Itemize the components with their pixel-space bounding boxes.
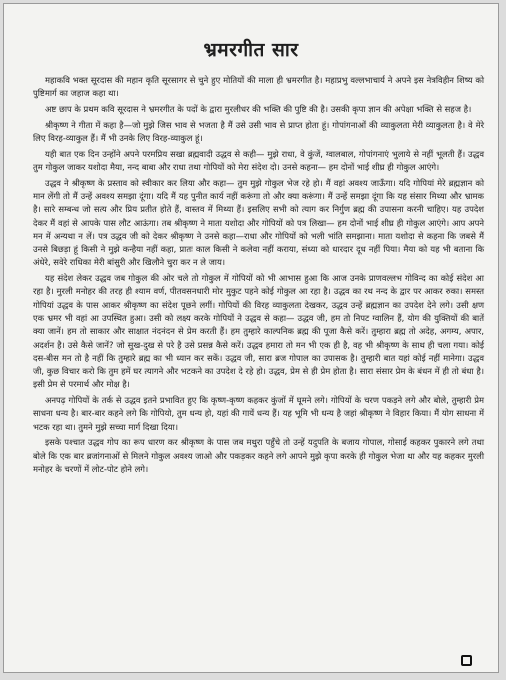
paragraph: यही बात एक दिन उन्होंने अपने परमप्रिय सखा ब्रह्मवादी उद्धव से कही— मुझे राधा, वे कुंजें, ग्वालबाल, गोपांगनाएं भुलाये से नहीं भूलती हैं। उद्धव तुम गोकुल जाकर यशोदा मैया, नन्द बाबा और राधा तथा गोपियों को मेरा संदेश दो। उनसे कहना— हम दोनों भाई शीघ्र ही गोकुल आएंगे।: [33, 148, 484, 172]
paragraph: इसके पश्चात उद्धव गोप का रूप धारण कर श्रीकृष्ण के पास जब मथुरा पहुँचे तो उन्हें यदुपति के बजाय गोपाल, गोसाईं कहकर पुकारने लगे तथा बोले कि एक बार ब्रजांगनाओं से मिलने गोकुल अवश्य जाओ और पकड़कर कहने लगे आपने मुझे कृपा करके ही गोकुल भेजा था और यह कहकर मुरली मनोहर के चरणों में लोट-पोट होने लगे।: [33, 437, 484, 475]
paragraph: यह संदेश लेकर उद्धव जब गोकुल की ओर चले तो गोकुल में गोपियों को भी आभास हुआ कि आज उनके प्राणवल्लभ गोविन्द का कोई संदेश आ रहा है। मुरली मनोहर की तरह ही श्याम वर्ण, पीतवसनधारी मोर मुकुट पहने कोई गोकुल आ रहा है। उद्धव का रथ नन्द के द्वार पर आकर रुका। समस्त गोपियां उद्धव के पास आकर श्रीकृष्ण का संदेश पूछने लगीं। गोपियों की विरह व्याकुलता देखकर, उद्धव उन्हें ब्रह्मज्ञान का उपदेश देने लगे। उसी क्षण एक भ्रमर भी वहां आ उपस्थित हुआ। उसी को लक्ष्य करके गोपियों ने उद्धव से कहा— उद्धव जी, हम तो निपट ग्वालिन हैं, योग की युक्तियों की बातें क्या जानें। हम तो साकार और साक्षात नंदनंदन से प्रेम करती हैं। हम तुम्हारे काल्पनिक ब्रह्म की पूजा कैसे करें। तुम्हारा ब्रह्म तो अदेह, अगम्य, अपार, अदर्शन है। उसे कैसे जानें? जो सुख-दुख से परे है उसे प्रसन्न कैसे करें। उद्धव हमारा तो मन भी एक ही है, वह भी श्रीकृष्ण के साथ ही चला गया। कोई दस-बीस मन तो है नहीं कि तुम्हारे ब्रह्म का भी ध्यान कर सकें। उद्धव जी, सारा ब्रज गोपाल का उपासक है। तुम्हारी बात यहां कोई नहीं मानेगा। उद्धव जी, कुछ विचार करो कि तुम हमें घर त्यागने और भटकने का उपदेश दे रहे हो। उद्धव, प्रेम से ही प्रेम होता है। सारा संसार प्रेम के बंधन में ही तो बंधा है। इसी प्रेम से परमार्थ और मोक्ष है।: [33, 273, 484, 390]
paragraph: उद्धव ने श्रीकृष्ण के प्रस्ताव को स्वीकार कर लिया और कहा— तुम मुझे गोकुल भेज रहे हो। मैं वहां अवश्य जाऊँगा। यदि गोपियां मेरे ब्रह्मज्ञान को मान लेंगी तो मैं उन्हें अवश्य समझा दूंगा। यदि मैं यह पुनीत कार्य नहीं करूंगा तो और क्या करूंगा। मैं उन्हें समझा दूंगा कि यह संसार मिथ्या और भ्रामक है। सारे सम्बन्ध जो सत्य और प्रिय प्रतीत होते हैं, वास्तव में मिथ्या हैं। इसलिए सभी को त्याग कर निर्गुण ब्रह्म की उपासना करनी चाहिए। यह उपदेश देकर मैं वहां से आपके पास लौट आऊंगा। तब श्रीकृष्ण ने माता यशोदा और गोपियों को पत्र लिखा— हम दोनों भाई शीघ्र ही गोकुल आएंगे। आप अपने मन में अन्यथा न लें। पत्र उद्धव जी को देकर श्रीकृष्ण ने उनसे कहा—राधा और गोपियों को भली भांति समझाना। माता यशोदा से कहना कि जबसे मैं उनसे बिछड़ा हूं किसी ने मुझे कन्हैया नहीं कहा, प्रातः काल किसी ने कलेवा नहीं कराया, संध्या को धारदार दूध नहीं पिया। मैया को यह भी बताना कि अंधेरे, सवेरे राधिका मेरी बांसुरी और खिलौने चुरा कर न ले जाय।: [33, 177, 484, 268]
paragraph: श्रीकृष्ण ने गीता में कहा है—जो मुझे जिस भाव से भजता है मैं उसे उसी भाव से प्राप्त होता हूं। गोपांगनाओं की व्याकुलता मेरी व्याकुलता है। वे मेरे लिए विरह-व्याकुल हैं। मैं भी उनके लिए विरह-व्याकुल हूं।: [33, 119, 484, 143]
paragraph: अनपढ़ गोपियों के तर्क से उद्धव इतने प्रभावित हुए कि कृष्ण-कृष्ण कहकर कुंजों में घूमने लगे। गोपियों के चरण पकड़ने लगे और बोले, तुम्हारी प्रेम साधना धन्य है। बार-बार कहने लगे कि गोपियो, तुम धन्य हो, यहां की गायें धन्य हैं। यह भूमि भी धन्य है जहां श्रीकृष्ण ने विहार किया। मैं योग साधना में भटक रहा था। तुमने मुझे सच्चा मार्ग दिखा दिया।: [33, 395, 484, 432]
paragraph: महाकवि भक्त सूरदास की महान कृति सूरसागर से चुने हुए मोतियों की माला ही भ्रमरगीत है। महाप्रभु वल्लभाचार्य ने अपने इस नेत्रविहीन शिष्य को पुष्टिमार्ग का जहाज कहा था।: [33, 75, 484, 99]
page-title: भ्रमरगीत सार: [203, 39, 299, 61]
document-body: [4, 74, 498, 476]
end-square-icon: [461, 655, 472, 666]
document-page: [3, 3, 499, 673]
paragraph: अष्ट छाप के प्रथम कवि सूरदास ने भ्रमरगीत के पदों के द्वारा मुरलीधर की भक्ति की पुष्टि की है। उसकी कृपा ज्ञान की अपेक्षा भक्ति से सहज है।: [45, 103, 472, 114]
